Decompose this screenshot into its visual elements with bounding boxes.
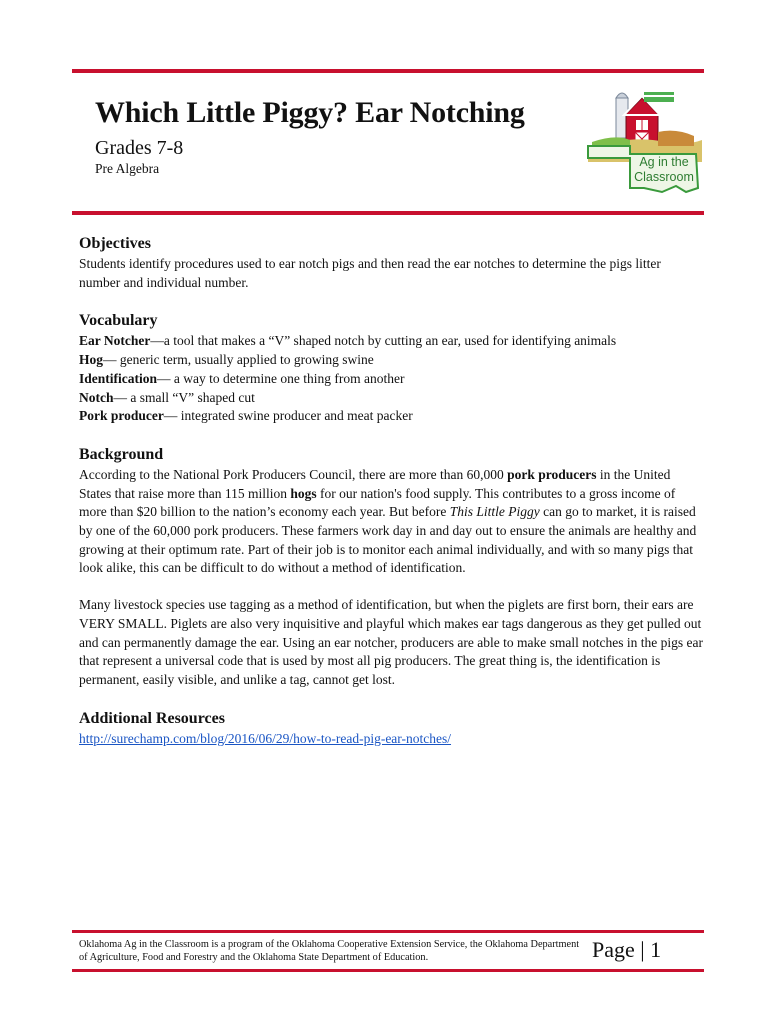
vocab-item-identification <box>79 370 704 389</box>
vocab-separator: — <box>150 333 164 349</box>
resources-section <box>79 708 704 749</box>
vocabulary-section <box>79 310 704 426</box>
logo-text-line2: Classroom <box>634 170 694 184</box>
lesson-content <box>79 233 704 760</box>
vocab-definition: a way to determine one thing from another <box>173 370 405 386</box>
vocab-item-hog <box>79 351 704 370</box>
vocab-separator: — <box>157 370 174 386</box>
footer-top-rule <box>72 930 704 933</box>
text-run: in the United States that raise more than 115 million <box>79 466 671 501</box>
subject-label: Pre Algebra <box>95 161 160 176</box>
text-run: can go to market, it is raised by one of the 60,000 pork producers. These farmers work day in and day out to ensure the animals are healthy and growing at their optimum rate. Part of their job is to monitor each animal individually, and with so many pigs that look alike, this can be difficult to do without a method of identification. <box>79 504 697 576</box>
objectives-heading: Objectives <box>79 235 151 252</box>
page-number: Page | 1 <box>592 937 662 962</box>
ag-in-the-classroom-logo <box>586 84 704 196</box>
vocab-item-ear-notcher <box>79 332 704 351</box>
vocab-definition: a tool that makes a “V” shaped notch by cutting an ear, used for identifying animals <box>163 333 617 349</box>
vocab-definition: integrated swine producer and meat packer <box>180 408 413 424</box>
italic-title: This Little Piggy <box>449 504 540 520</box>
logo-text-line1: Ag in the <box>639 155 689 169</box>
page-title: Which Little Piggy? Ear Notching <box>95 96 525 129</box>
vocab-item-notch <box>79 389 704 408</box>
background-section <box>79 444 704 690</box>
bold-term: pork producers <box>507 466 597 482</box>
background-paragraph-2: Many livestock species use tagging as a method of identification, but when the piglets are first born, their ears are VERY SMALL. Piglets are also very inquisitive and playful which makes ear tags dangerous as they get pulled out and can permanently damage the ear. Using an ear notcher, producers are able to make small notches in the pigs ear that represent a universal code that is used by most all pig producers. The great thing is, the identification is permanent, easily visible, and unlike a tag, cannot get lost. <box>79 597 703 687</box>
vocab-definition: a small “V” shaped cut <box>130 389 255 405</box>
vocab-separator: — <box>103 352 120 368</box>
footer-bottom-rule <box>72 969 704 972</box>
vocab-term: Pork producer <box>79 408 164 424</box>
vocab-term: Notch <box>79 389 114 405</box>
background-paragraph-1 <box>79 466 704 578</box>
resource-link[interactable]: http://surechamp.com/blog/2016/06/29/how-to-read-pig-ear-notches/ <box>79 730 452 746</box>
bold-term: hogs <box>290 485 317 501</box>
vocab-term: Ear Notcher <box>79 333 151 349</box>
resources-heading: Additional Resources <box>79 709 225 727</box>
footer-text: Oklahoma Ag in the Classroom is a program of the Oklahoma Cooperative Extension Service, the Oklahoma Department of Agriculture, Food and Forestry and the Oklahoma State Department of Education. <box>79 939 580 963</box>
header-top-rule <box>72 69 704 73</box>
background-heading: Background <box>79 445 164 463</box>
vocab-separator: — <box>163 408 181 424</box>
objectives-text: Students identify procedures used to ear notch pigs and then read the ear notches to determine the pigs litter number and individual number. <box>79 256 661 290</box>
vocab-definition: generic term, usually applied to growing swine <box>119 352 374 368</box>
vocab-item-pork-producer <box>79 407 704 426</box>
text-run: According to the National Pork Producers Council, there are more than 60,000 <box>79 466 508 482</box>
vocabulary-heading: Vocabulary <box>79 312 158 330</box>
header-bottom-rule <box>72 211 704 215</box>
objectives-section <box>79 233 704 292</box>
barn-logo-icon <box>586 84 704 196</box>
grade-level: Grades 7-8 <box>95 137 184 159</box>
text-run: for our nation's food supply. This contributes to a gross income of more than $20 billion to the nation’s economy each year. But before <box>79 485 676 520</box>
vocab-term: Identification <box>79 370 158 386</box>
vocab-term: Hog <box>79 352 104 368</box>
vocab-separator: — <box>113 389 131 405</box>
